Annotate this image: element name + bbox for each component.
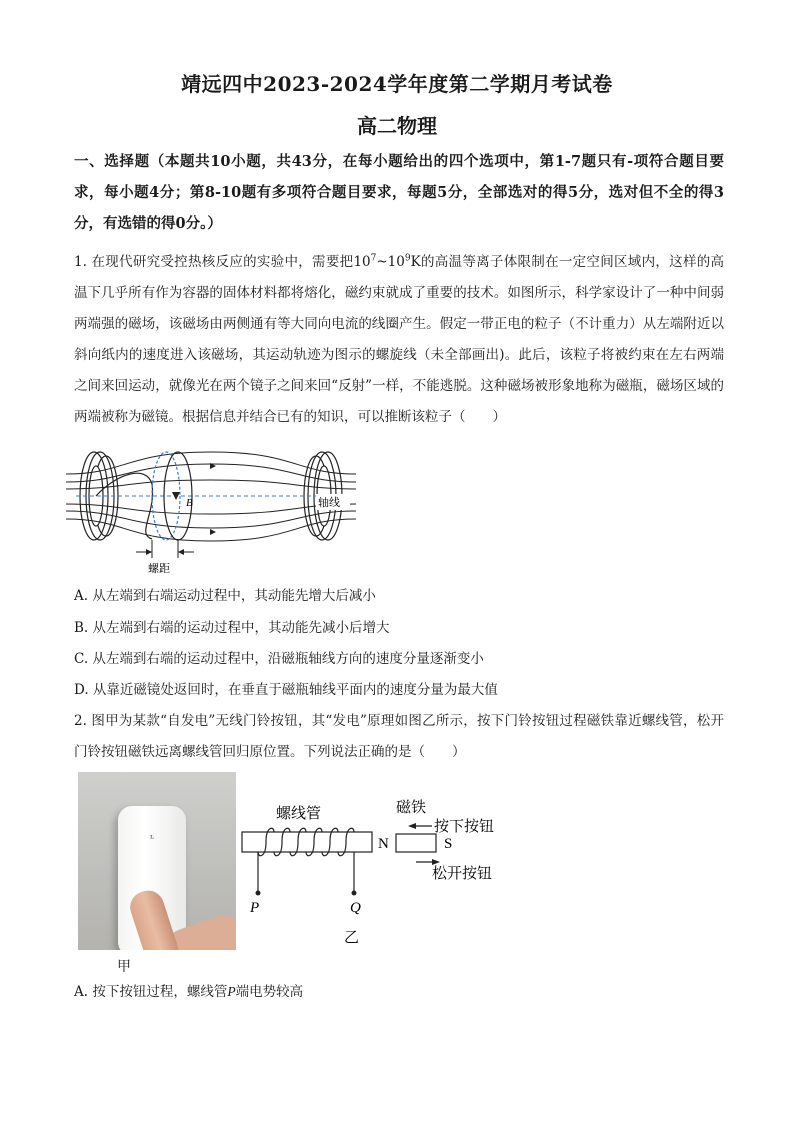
magnetic-bottle-figure — [66, 444, 362, 576]
question-2-text: 2. 图甲为某款“自发电”无线门铃按钮，其“发电”原理如图乙所示，按下门铃按钮过程磁铁靠近螺线管，松开门铃按钮磁铁远离螺线管回归原位置。下列说法正确的是（ ） — [74, 713, 724, 760]
question-1-text — [74, 247, 724, 433]
figure-label-axis: 轴线 — [318, 496, 340, 509]
label-s: S — [444, 836, 453, 852]
label-p: P — [250, 900, 260, 916]
exam-subject: 高二物理 — [357, 114, 437, 138]
figure-label-b: B — [186, 497, 193, 509]
q1-option-c[interactable]: C. 从左端到右端的运动过程中，沿磁瓶轴线方向的速度分量逐渐变小 — [74, 651, 484, 667]
q1-text-a: 1. 在现代研究受控热核反应的实验中，需要把 — [74, 254, 354, 270]
q1-option-d[interactable]: D. 从靠近磁镜处返回时，在垂直于磁瓶轴线平面内的速度分量为最大值 — [74, 682, 498, 698]
solenoid-diagram — [236, 792, 526, 952]
figure-label-pitch: 螺距 — [148, 562, 170, 575]
label-release-button: 松开按钮 — [432, 864, 493, 882]
q1-option-b[interactable]: B. 从左端到右端的运动过程中，其动能先减小后增大 — [74, 620, 390, 636]
q1-text-b: 的高温等离子体限制在一定空间区域内，这样的高温下几乎所有作为容器的固体材料都将熔化，磁约束就成了重要的技术。如图所示，科学家设计了一种中间弱两端强的磁场，该磁场由两侧通有等大同向电流的线圈产生。假定一带正电的粒子（不计重力）从左端附近以斜向纸内的速度进入该磁场，其运动轨迹为图示的螺旋线（未全部画出)。此后，该粒子将被约束在左右两端之间来回运动，就像光在两个镜子之间来回“反射”一样，不能逃脱。这种磁场被形象地称为磁瓶，磁场区域的两端被称为磁镜。根据信息并结合已有的知识，可以推断该粒子（ ） — [74, 254, 725, 425]
q1-formula: $10^7\sim 10^9K$ — [353, 253, 421, 270]
doorbell-logo-icon: ᶫ — [150, 832, 155, 845]
label-n: N — [378, 836, 389, 852]
label-solenoid: 螺线管 — [276, 804, 322, 822]
figure-caption-yi: 乙 — [344, 928, 360, 946]
label-q: Q — [350, 900, 361, 916]
q2-option-a[interactable]: A. 按下按钮过程，螺线管P端电势较高 — [74, 984, 304, 1000]
label-magnet: 磁铁 — [396, 798, 427, 816]
exam-title: 靖远四中2023-2024学年度第二学期月考试卷 — [181, 72, 613, 96]
section-heading: 一、选择题（本题共10小题，共43分，在每小题给出的四个选项中，第1-7题只有-项符合题目要求，每小题4分；第8-10题有多项符合题目要求，每题5分，全部选对的得5分，选对但不全的得3分，有选错的得0分。） — [74, 153, 724, 232]
figure-caption-jia: 甲 — [117, 959, 131, 975]
doorbell-photo — [78, 772, 236, 950]
q1-option-a[interactable]: A. 从左端到右端运动过程中，其动能先增大后减小 — [74, 588, 376, 604]
label-press-button: 按下按钮 — [434, 817, 495, 835]
